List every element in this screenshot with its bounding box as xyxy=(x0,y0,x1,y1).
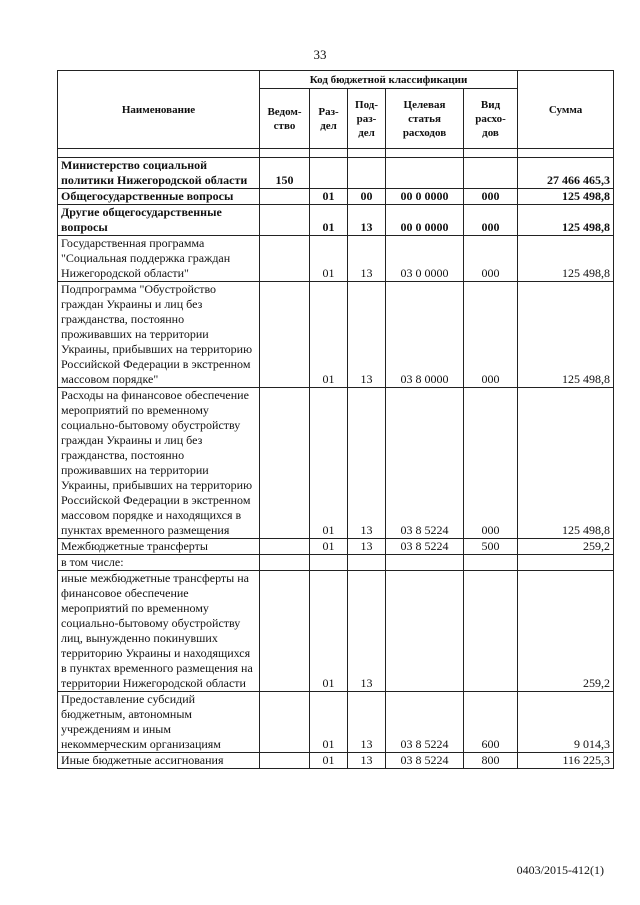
cell-ved xyxy=(260,282,310,388)
cell-podrazdel: 13 xyxy=(348,571,386,692)
table-row xyxy=(58,282,614,388)
cell-name: Подпрограмма "Обустройство граждан Украины и лиц без гражданства, постоянно проживавших на территории Украины, прибывших на территорию Российской Федерации в экстренном массовом порядке" xyxy=(58,282,260,388)
cell-vid xyxy=(464,555,518,571)
cell-celevaya: 03 8 5224 xyxy=(386,388,464,539)
page-number: 33 xyxy=(313,47,327,62)
cell-sum: 259,2 xyxy=(518,539,614,555)
table-row xyxy=(58,236,614,282)
cell-vid: 000 xyxy=(464,282,518,388)
header-razdel: Раз-дел xyxy=(310,89,348,149)
cell-razdel: 01 xyxy=(310,753,348,769)
spacer-row xyxy=(58,149,614,158)
cell-podrazdel: 13 xyxy=(348,692,386,753)
cell-celevaya xyxy=(386,158,464,189)
header-sum: Сумма xyxy=(518,71,614,149)
cell-name: Межбюджетные трансферты xyxy=(58,539,260,555)
table-row xyxy=(58,555,614,571)
cell-sum: 27 466 465,3 xyxy=(518,158,614,189)
table-row xyxy=(58,753,614,769)
cell-vid xyxy=(464,571,518,692)
table-row xyxy=(58,692,614,753)
cell-celevaya: 03 8 5224 xyxy=(386,753,464,769)
cell-name: Министерство социальной политики Нижегородской области xyxy=(58,158,260,189)
budget-table xyxy=(57,70,614,769)
cell-podrazdel: 13 xyxy=(348,539,386,555)
cell-name: иные межбюджетные трансферты на финансовое обеспечение мероприятий по временному социально-бытовому обустройству лиц, вынужденно покинувших территорию Украины и находящихся в пунктах временного размещения на территории Нижегородской области xyxy=(58,571,260,692)
cell-podrazdel: 13 xyxy=(348,388,386,539)
table-row xyxy=(58,205,614,236)
cell-sum xyxy=(518,555,614,571)
cell-celevaya: 03 0 0000 xyxy=(386,236,464,282)
cell-celevaya: 00 0 0000 xyxy=(386,189,464,205)
cell-razdel: 01 xyxy=(310,236,348,282)
cell-name: Расходы на финансовое обеспечение мероприятий по временному социально-бытовому обустройству граждан Украины и лиц без гражданства, постоянно проживавших на территории Украины, прибывших на территорию Российской Федерации в экстренном массовом порядке и находящихся в пунктах временного размещения xyxy=(58,388,260,539)
cell-podrazdel xyxy=(348,555,386,571)
cell-ved xyxy=(260,539,310,555)
cell-vid: 800 xyxy=(464,753,518,769)
cell-ved xyxy=(260,205,310,236)
cell-razdel: 01 xyxy=(310,571,348,692)
cell-vid: 000 xyxy=(464,388,518,539)
cell-name: Иные бюджетные ассигнования xyxy=(58,753,260,769)
cell-celevaya xyxy=(386,555,464,571)
cell-celevaya: 03 8 5224 xyxy=(386,539,464,555)
cell-ved xyxy=(260,189,310,205)
header-ved: Ведом-ство xyxy=(260,89,310,149)
cell-celevaya: 03 8 5224 xyxy=(386,692,464,753)
cell-razdel: 01 xyxy=(310,539,348,555)
document-code: 0403/2015-412(1) xyxy=(516,863,604,877)
cell-sum: 125 498,8 xyxy=(518,236,614,282)
cell-razdel: 01 xyxy=(310,189,348,205)
header-vid: Вид расхо-дов xyxy=(464,89,518,149)
cell-name: в том числе: xyxy=(58,555,260,571)
cell-podrazdel: 13 xyxy=(348,753,386,769)
cell-razdel xyxy=(310,555,348,571)
cell-sum: 259,2 xyxy=(518,571,614,692)
table-row xyxy=(58,388,614,539)
cell-vid: 600 xyxy=(464,692,518,753)
cell-podrazdel: 00 xyxy=(348,189,386,205)
header-classification-group: Код бюджетной классификации xyxy=(260,71,518,89)
cell-podrazdel xyxy=(348,158,386,189)
cell-razdel: 01 xyxy=(310,388,348,539)
cell-vid: 500 xyxy=(464,539,518,555)
cell-ved xyxy=(260,753,310,769)
header-name: Наименование xyxy=(58,71,260,149)
cell-celevaya xyxy=(386,571,464,692)
cell-ved xyxy=(260,236,310,282)
cell-vid: 000 xyxy=(464,236,518,282)
cell-vid xyxy=(464,158,518,189)
cell-sum: 125 498,8 xyxy=(518,205,614,236)
cell-razdel: 01 xyxy=(310,282,348,388)
cell-ved xyxy=(260,692,310,753)
cell-razdel: 01 xyxy=(310,205,348,236)
table-row xyxy=(58,158,614,189)
cell-vid: 000 xyxy=(464,189,518,205)
table-row xyxy=(58,189,614,205)
cell-ved: 150 xyxy=(260,158,310,189)
table-row xyxy=(58,571,614,692)
cell-ved xyxy=(260,571,310,692)
cell-ved xyxy=(260,388,310,539)
cell-celevaya: 03 8 0000 xyxy=(386,282,464,388)
cell-name: Другие общегосударственные вопросы xyxy=(58,205,260,236)
cell-razdel: 01 xyxy=(310,692,348,753)
cell-sum: 125 498,8 xyxy=(518,388,614,539)
cell-sum: 9 014,3 xyxy=(518,692,614,753)
cell-name: Предоставление субсидий бюджетным, автономным учреждениям и иным некоммерческим организациям xyxy=(58,692,260,753)
cell-sum: 125 498,8 xyxy=(518,189,614,205)
cell-podrazdel: 13 xyxy=(348,205,386,236)
cell-name: Государственная программа "Социальная поддержка граждан Нижегородской области" xyxy=(58,236,260,282)
cell-vid: 000 xyxy=(464,205,518,236)
cell-podrazdel: 13 xyxy=(348,282,386,388)
cell-sum: 116 225,3 xyxy=(518,753,614,769)
table-body xyxy=(58,149,614,769)
cell-name: Общегосударственные вопросы xyxy=(58,189,260,205)
cell-celevaya: 00 0 0000 xyxy=(386,205,464,236)
cell-ved xyxy=(260,555,310,571)
header-podrazdel: Под-раз-дел xyxy=(348,89,386,149)
table-row xyxy=(58,539,614,555)
header-celevaya: Целевая статья расходов xyxy=(386,89,464,149)
cell-sum: 125 498,8 xyxy=(518,282,614,388)
cell-podrazdel: 13 xyxy=(348,236,386,282)
cell-razdel xyxy=(310,158,348,189)
